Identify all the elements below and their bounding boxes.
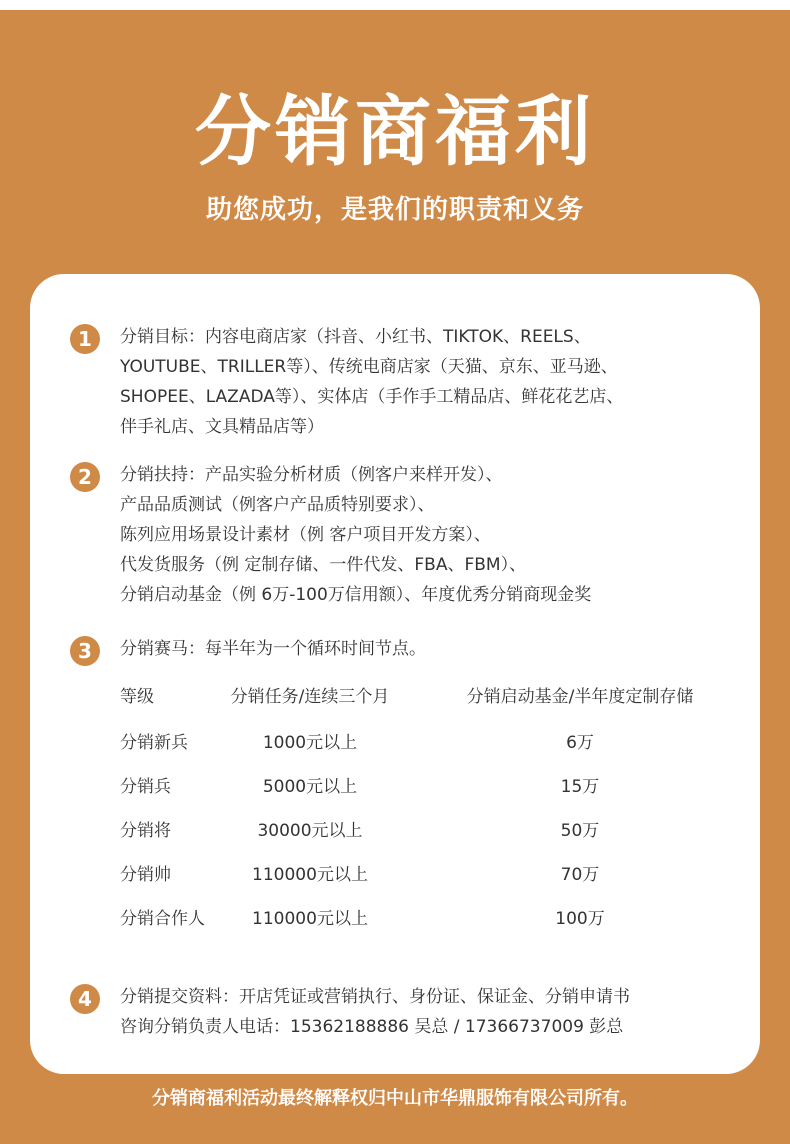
text-line: 分销赛马：每半年为一个循环时间节点。 xyxy=(120,639,426,659)
table-cell: 5000元以上 xyxy=(262,777,358,797)
table-cell: 分销兵 xyxy=(120,777,171,797)
table-cell: 分销将 xyxy=(120,821,171,841)
text-line: 分销扶持：产品实验分析材质（例客户来样开发）、 xyxy=(120,465,503,485)
table-header: 等级 xyxy=(120,687,154,707)
text-line: 分销提交资料：开店凭证或营销执行、身份证、保证金、分销申请书 xyxy=(120,987,630,1007)
benefits-card xyxy=(30,274,760,1074)
table-cell: 分销帅 xyxy=(120,865,171,885)
text-line: YOUTUBE、TRILLER等）、传统电商店家（天猫、京东、亚马逊、 xyxy=(120,357,618,377)
text-line: 产品品质测试（例客户产品质特别要求）、 xyxy=(120,495,435,515)
table-cell: 110000元以上 xyxy=(252,909,368,929)
section-number-2: 2 xyxy=(70,462,100,492)
table-header-row xyxy=(30,682,760,712)
poster-background xyxy=(0,10,790,1144)
table-cell: 6万 xyxy=(566,733,594,753)
table-cell: 70万 xyxy=(560,865,600,885)
table-cell: 100万 xyxy=(555,909,605,929)
table-cell: 110000元以上 xyxy=(252,865,368,885)
text-line: 分销启动基金（例 6万-100万信用额）、年度优秀分销商现金奖 xyxy=(120,585,592,605)
text-line: 陈列应用场景设计素材（例 客户项目开发方案）、 xyxy=(120,525,491,545)
table-row xyxy=(30,728,760,758)
table-cell: 分销新兵 xyxy=(120,733,188,753)
table-row xyxy=(30,772,760,802)
table-row xyxy=(30,860,760,890)
page-title: 分销商福利 xyxy=(195,87,595,176)
section-2-text xyxy=(120,460,740,610)
text-line: 咨询分销负责人电话：15362188886 吴总 / 17366737009 彭总 xyxy=(120,1017,624,1037)
text-line: SHOPEE、LAZADA等）、实体店（手作手工精品店、鲜花花艺店、 xyxy=(120,387,624,407)
section-number-4: 4 xyxy=(70,984,100,1014)
table-header: 分销任务/连续三个月 xyxy=(230,687,390,707)
text-line: 伴手礼店、文具精品店等） xyxy=(120,417,324,437)
table-header: 分销启动基金/半年度定制存储 xyxy=(466,687,694,707)
section-3-text xyxy=(120,634,740,664)
table-row xyxy=(30,904,760,934)
table-cell: 1000元以上 xyxy=(262,733,358,753)
table-cell: 分销合作人 xyxy=(120,909,205,929)
section-number-1: 1 xyxy=(70,324,100,354)
section-1-text xyxy=(120,322,740,442)
table-row xyxy=(30,816,760,846)
text-line: 代发货服务（例 定制存储、一件代发、FBA、FBM）、 xyxy=(120,555,527,575)
table-cell: 15万 xyxy=(560,777,600,797)
table-cell: 30000元以上 xyxy=(257,821,363,841)
section-4-text xyxy=(120,982,740,1042)
table-cell: 50万 xyxy=(560,821,600,841)
section-number-3: 3 xyxy=(70,636,100,666)
text-line: 分销目标：内容电商店家（抖音、小红书、TIKTOK、REELS、 xyxy=(120,327,591,347)
page-subtitle: 助您成功，是我们的职责和义务 xyxy=(205,195,584,225)
footer-disclaimer: 分销商福利活动最终解释权归中山市华鼎服饰有限公司所有。 xyxy=(152,1088,638,1109)
